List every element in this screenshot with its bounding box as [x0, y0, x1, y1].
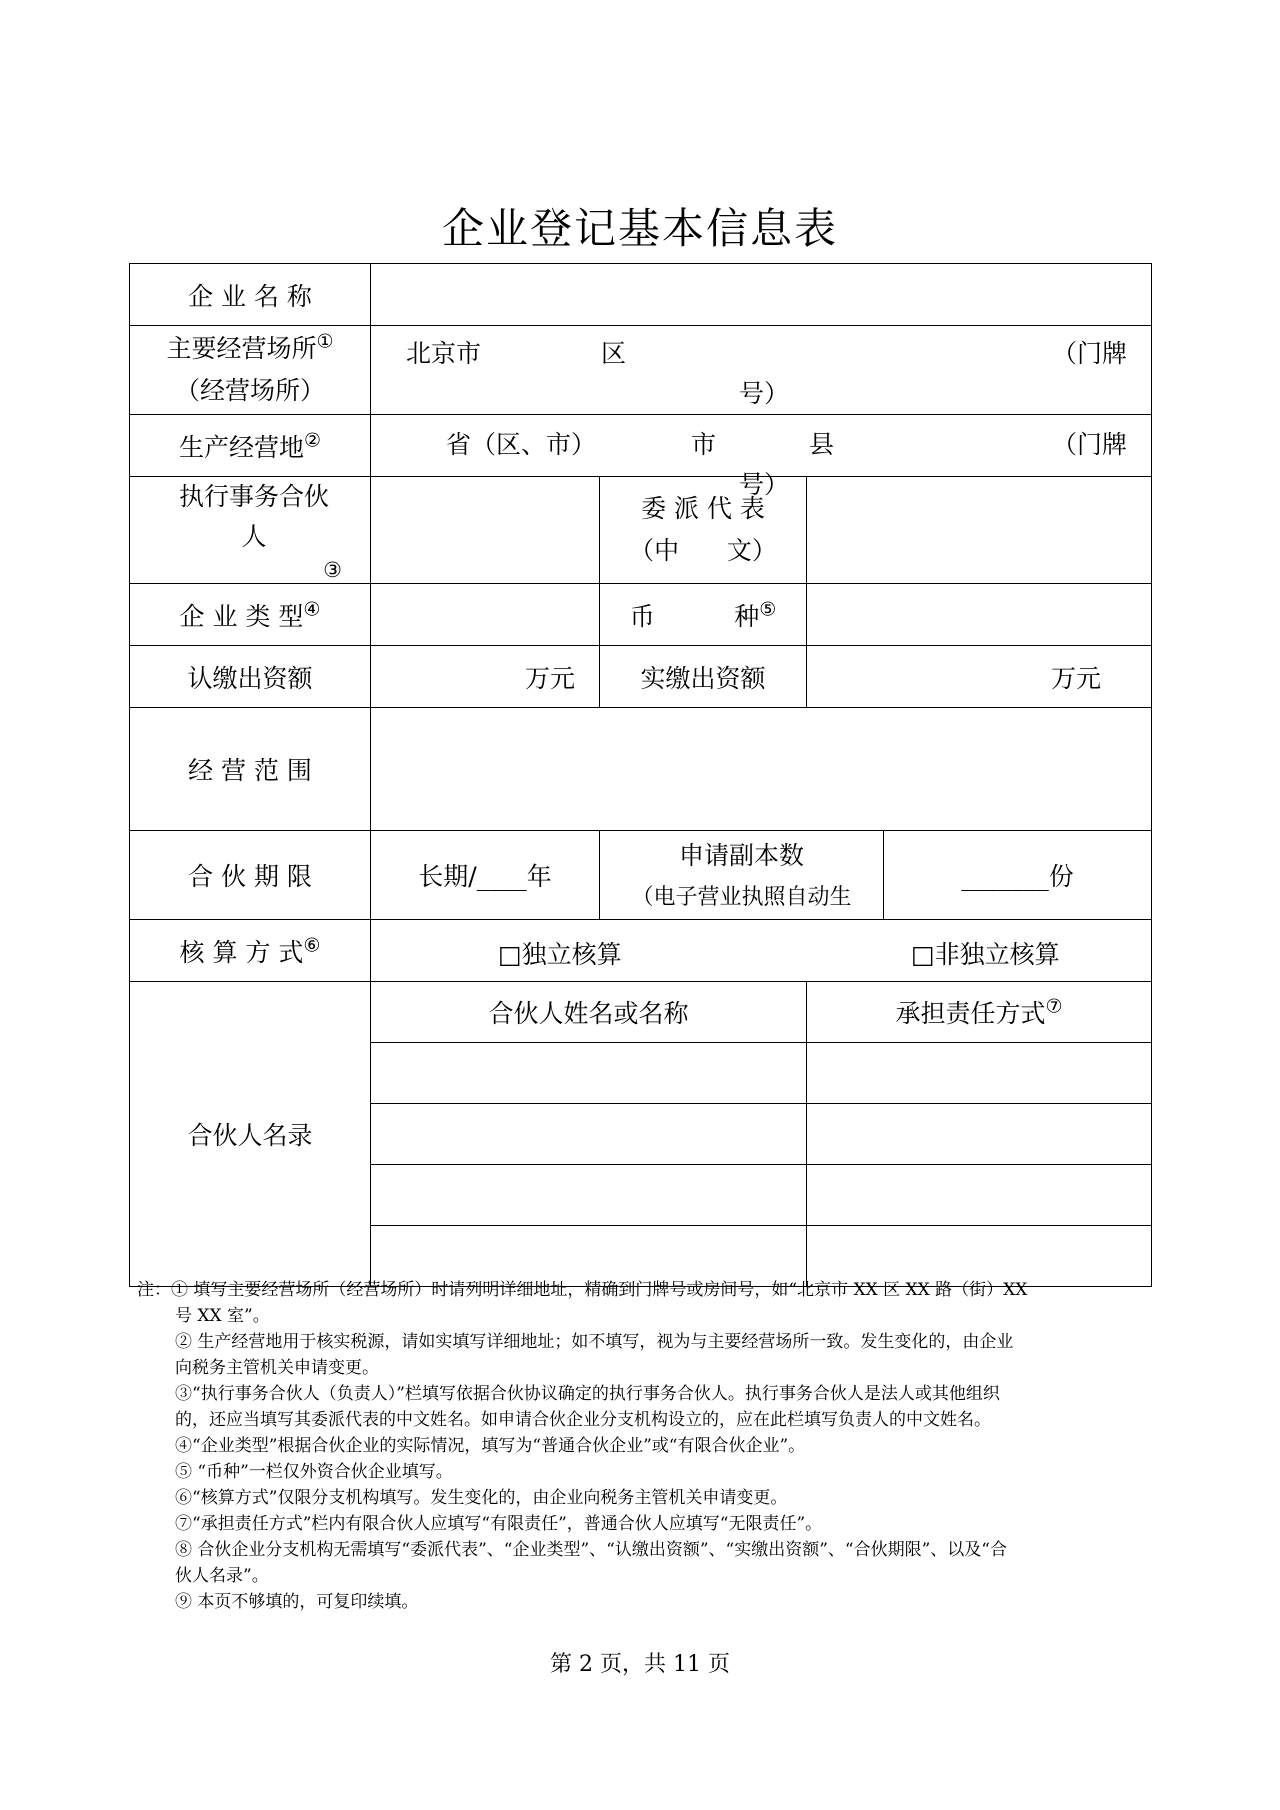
note-line: ④“企业类型”根据合伙企业的实际情况，填写为“普通合伙企业”或“有限合伙企业”。 — [175, 1436, 806, 1456]
note-line: 伙人名录”。 — [175, 1566, 269, 1586]
roster-liability-field-1[interactable] — [807, 1043, 1152, 1104]
note-line: 的，还应当填写其委派代表的中文姓名。如申请合伙企业分支机构设立的，应在此栏填写负责人的中文姓名。 — [175, 1410, 991, 1430]
paid-label: 实缴出资额 — [640, 663, 766, 693]
note-line: ⑧ 合伙企业分支机构无需填写“委派代表”、“企业类型”、“认缴出资额”、“实缴出资额”、“合伙期限”、以及“合 — [175, 1540, 1008, 1560]
term-value: 长期/____年 — [418, 862, 552, 891]
note-ref-4: ④ — [303, 598, 321, 621]
note-ref-6: ⑥ — [303, 934, 321, 957]
term-field[interactable] — [371, 831, 600, 920]
prod-city: 市 — [691, 430, 717, 459]
note-line: ⑨ 本页不够填的，可复印续填。 — [175, 1592, 419, 1612]
subscribed-field[interactable] — [371, 646, 600, 708]
note-line: ⑦“承担责任方式”栏内有限合伙人应填写“有限责任”，普通合伙人应填写“无限责任”。 — [175, 1514, 823, 1534]
prod-door: （门牌 — [1052, 430, 1128, 459]
name-field[interactable] — [371, 264, 1152, 326]
address-field[interactable] — [371, 326, 1152, 415]
type-field[interactable] — [371, 584, 600, 646]
roster-header-liability — [807, 982, 1152, 1043]
rep-label: 委 派 代 表 — [641, 494, 765, 523]
note-line: 注：① 填写主要经营场所（经营场所）时请列明详细地址，精确到门牌号或房间号，如“北京市 XX 区 XX 路（街）XX — [137, 1280, 1028, 1300]
accounting-independent-checkbox[interactable]: □独立核算 — [498, 940, 622, 969]
address-door: （门牌 — [1052, 339, 1128, 368]
page-title: 企业登记基本信息表 — [441, 204, 838, 253]
address-label: 主要经营场所 — [166, 334, 317, 363]
type-label: 企 业 类 型 — [179, 601, 304, 631]
term-label-cell — [130, 831, 371, 920]
address-door-end: 号） — [739, 379, 790, 408]
scope-label: 经 营 范 围 — [188, 756, 312, 785]
roster-col-liability: 承担责任方式 — [895, 999, 1046, 1028]
registration-form-table — [129, 263, 1152, 1287]
accounting-non-independent-checkbox[interactable]: □非独立核算 — [911, 940, 1060, 969]
roster-name-field-1[interactable] — [371, 1043, 807, 1104]
roster-name-field-3[interactable] — [371, 1165, 807, 1226]
currency-label: 币 种 — [629, 601, 760, 631]
copies-field[interactable] — [884, 831, 1152, 920]
address-district: 区 — [601, 339, 627, 368]
roster-header-name — [371, 982, 807, 1043]
roster-col-name: 合伙人姓名或名称 — [488, 999, 689, 1028]
note-line: ③“执行事务合伙人（负责人）”栏填写依据合伙协议确定的执行事务合伙人。执行事务合伙人是法人或其他组织 — [175, 1384, 1000, 1404]
copies-label-sub: （电子营业执照自动生 — [631, 885, 852, 910]
subscribed-label: 认缴出资额 — [187, 663, 313, 693]
paid-label-cell — [600, 646, 807, 708]
prod-label: 生产经营地 — [178, 432, 304, 462]
type-label-cell — [130, 584, 371, 646]
partner-label: 执行事务合伙人 — [178, 482, 329, 551]
note-ref-1: ① — [316, 330, 334, 353]
note-line: ⑥“核算方式”仅限分支机构填写。发生变化的，由企业向税务主管机关申请变更。 — [175, 1488, 788, 1508]
roster-liability-field-2[interactable] — [807, 1104, 1152, 1165]
roster-name-field-2[interactable] — [371, 1104, 807, 1165]
copies-value: _______份 — [961, 862, 1074, 891]
roster-label-cell — [130, 982, 371, 1287]
copies-label: 申请副本数 — [678, 841, 804, 870]
name-label: 企 业 名 称 — [188, 281, 312, 311]
paid-unit: 万元 — [1050, 663, 1101, 693]
note-ref-5: ⑤ — [759, 598, 777, 621]
scope-field[interactable] — [371, 708, 1152, 831]
copies-label-cell — [600, 831, 884, 920]
roster-liability-field-3[interactable] — [807, 1165, 1152, 1226]
accounting-field — [371, 920, 1152, 982]
prod-address-field[interactable] — [371, 415, 1152, 499]
prod-county: 县 — [809, 430, 835, 459]
accounting-label-cell — [130, 920, 371, 982]
address-label-cell — [130, 326, 371, 415]
currency-field[interactable] — [807, 584, 1152, 646]
term-label: 合 伙 期 限 — [188, 862, 312, 891]
partner-field[interactable] — [371, 477, 600, 584]
page-number: 第 2 页，共 11 页 — [550, 1652, 730, 1677]
note-ref-2: ② — [303, 429, 322, 452]
prod-door-end: 号） — [739, 470, 790, 499]
note-line: ② 生产经营地用于核实税源，请如实填写详细地址；如不填写，视为与主要经营场所一致。发生变化的，由企业 — [175, 1332, 1014, 1352]
roster-label: 合伙人名录 — [187, 1121, 313, 1150]
partner-label-cell — [130, 477, 371, 584]
address-label-sub: （经营场所） — [174, 376, 325, 405]
note-ref-3: ③ — [323, 558, 342, 582]
note-line: ⑤ “币种”一栏仅外资合伙企业填写。 — [175, 1462, 453, 1482]
rep-label-sub: （中 文） — [629, 536, 777, 565]
subscribed-unit: 万元 — [524, 663, 575, 693]
currency-label-cell — [600, 584, 807, 646]
accounting-label: 核 算 方 式 — [179, 937, 304, 967]
note-line: 号 XX 室”。 — [175, 1306, 270, 1326]
rep-field[interactable] — [807, 477, 1152, 584]
subscribed-label-cell — [130, 646, 371, 708]
address-city: 北京市 — [406, 339, 482, 368]
name-label-cell — [130, 264, 371, 326]
prod-label-cell — [130, 415, 371, 477]
scope-label-cell — [130, 708, 371, 831]
note-ref-7: ⑦ — [1045, 995, 1063, 1018]
prod-province: 省（区、市） — [446, 430, 597, 459]
note-line: 向税务主管机关申请变更。 — [175, 1358, 379, 1378]
notes-section — [137, 1277, 1147, 1615]
paid-field[interactable] — [807, 646, 1152, 708]
